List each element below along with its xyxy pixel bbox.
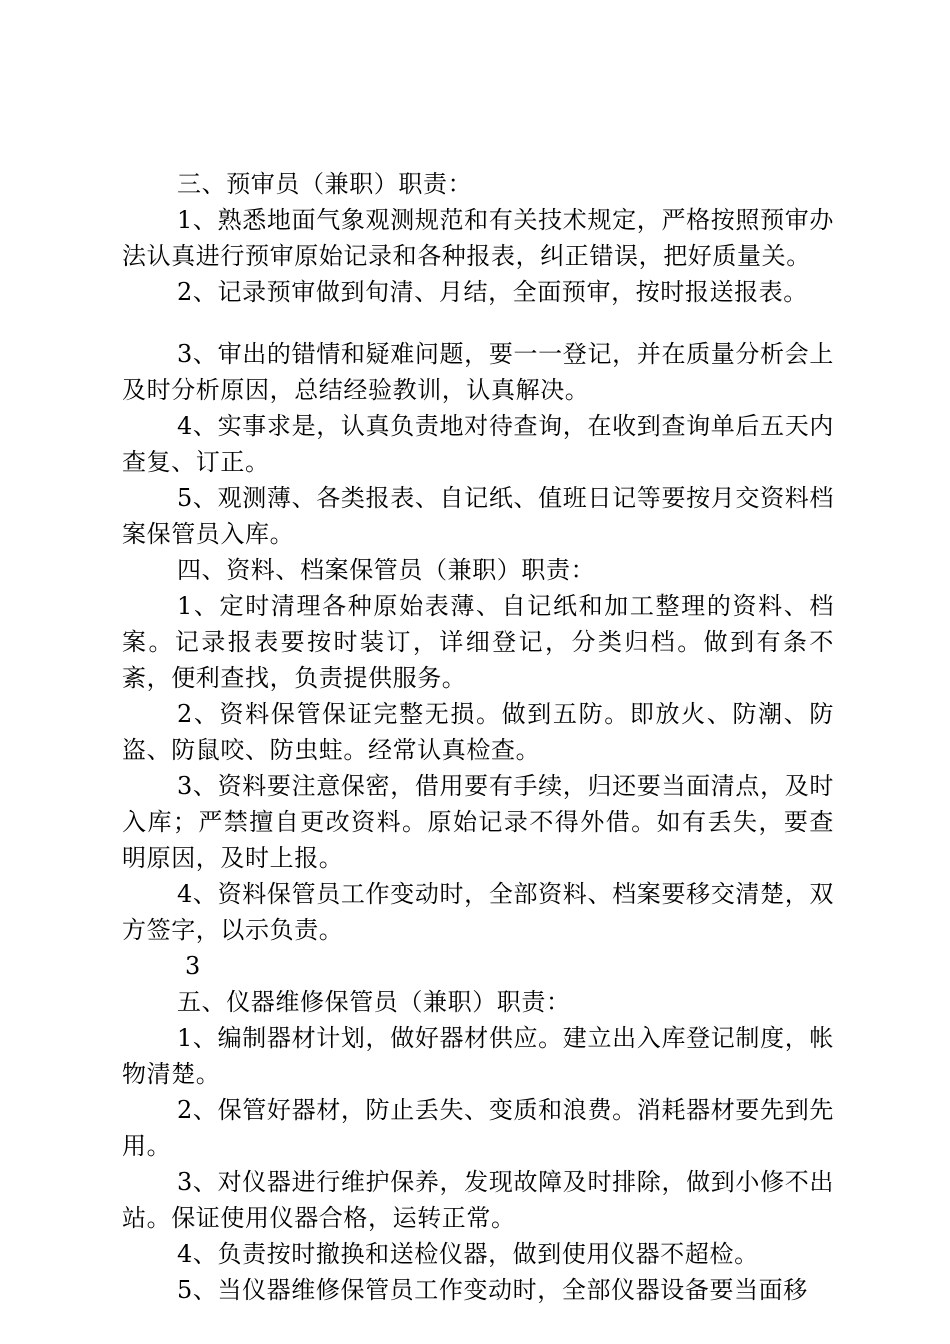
paragraph: 1、熟悉地面气象观测规范和有关技术规定，严格按照预审办法认真进行预审原始记录和各种报表，纠正错误，把好质量关。 [122, 206, 834, 270]
paragraph: 5、当仪器维修保管员工作变动时，全部仪器设备要当面移 [177, 1276, 808, 1304]
section-heading-auditor: 三、预审员（兼职）职责： [177, 170, 473, 198]
paragraph: 1、定时清理各种原始表薄、自记纸和加工整理的资料、档案。记录报表要按时装订，详细登记，分类归档。做到有条不紊，便利查找，负责提供服务。 [122, 592, 834, 692]
paragraph: 4、实事求是，认真负责地对待查询，在收到查询单后五天内查复、订正。 [122, 412, 834, 476]
paragraph: 2、记录预审做到旬清、月结，全面预审，按时报送报表。 [177, 278, 808, 306]
paragraph: 4、负责按时撤换和送检仪器，做到使用仪器不超检。 [177, 1240, 759, 1268]
section-heading-instrument-keeper: 五、仪器维修保管员（兼职）职责： [177, 988, 571, 1016]
paragraph: 3、审出的错情和疑难问题，要一一登记，并在质量分析会上及时分析原因，总结经验教训，认真解决。 [122, 340, 834, 404]
page-number: 3 [185, 952, 201, 980]
paragraph: 3、资料要注意保密，借用要有手续，归还要当面清点，及时入库；严禁擅自更改资料。原始记录不得外借。如有丢失，要查明原因，及时上报。 [122, 772, 834, 872]
paragraph: 3、对仪器进行维护保养，发现故障及时排除，做到小修不出站。保证使用仪器合格，运转正常。 [122, 1168, 834, 1232]
document-body [122, 166, 834, 1308]
paragraph: 5、观测薄、各类报表、自记纸、值班日记等要按月交资料档案保管员入库。 [122, 484, 834, 548]
paragraph: 1、编制器材计划，做好器材供应。建立出入库登记制度，帐物清楚。 [122, 1024, 834, 1088]
paragraph: 2、保管好器材，防止丢失、变质和浪费。消耗器材要先到先用。 [122, 1096, 834, 1160]
paragraph: 2、资料保管保证完整无损。做到五防。即放火、防潮、防盗、防鼠咬、防虫蛀。经常认真检查。 [122, 700, 834, 764]
section-heading-archivist: 四、资料、档案保管员（兼职）职责： [177, 556, 596, 584]
paragraph: 4、资料保管员工作变动时，全部资料、档案要移交清楚，双方签字，以示负责。 [122, 880, 834, 944]
